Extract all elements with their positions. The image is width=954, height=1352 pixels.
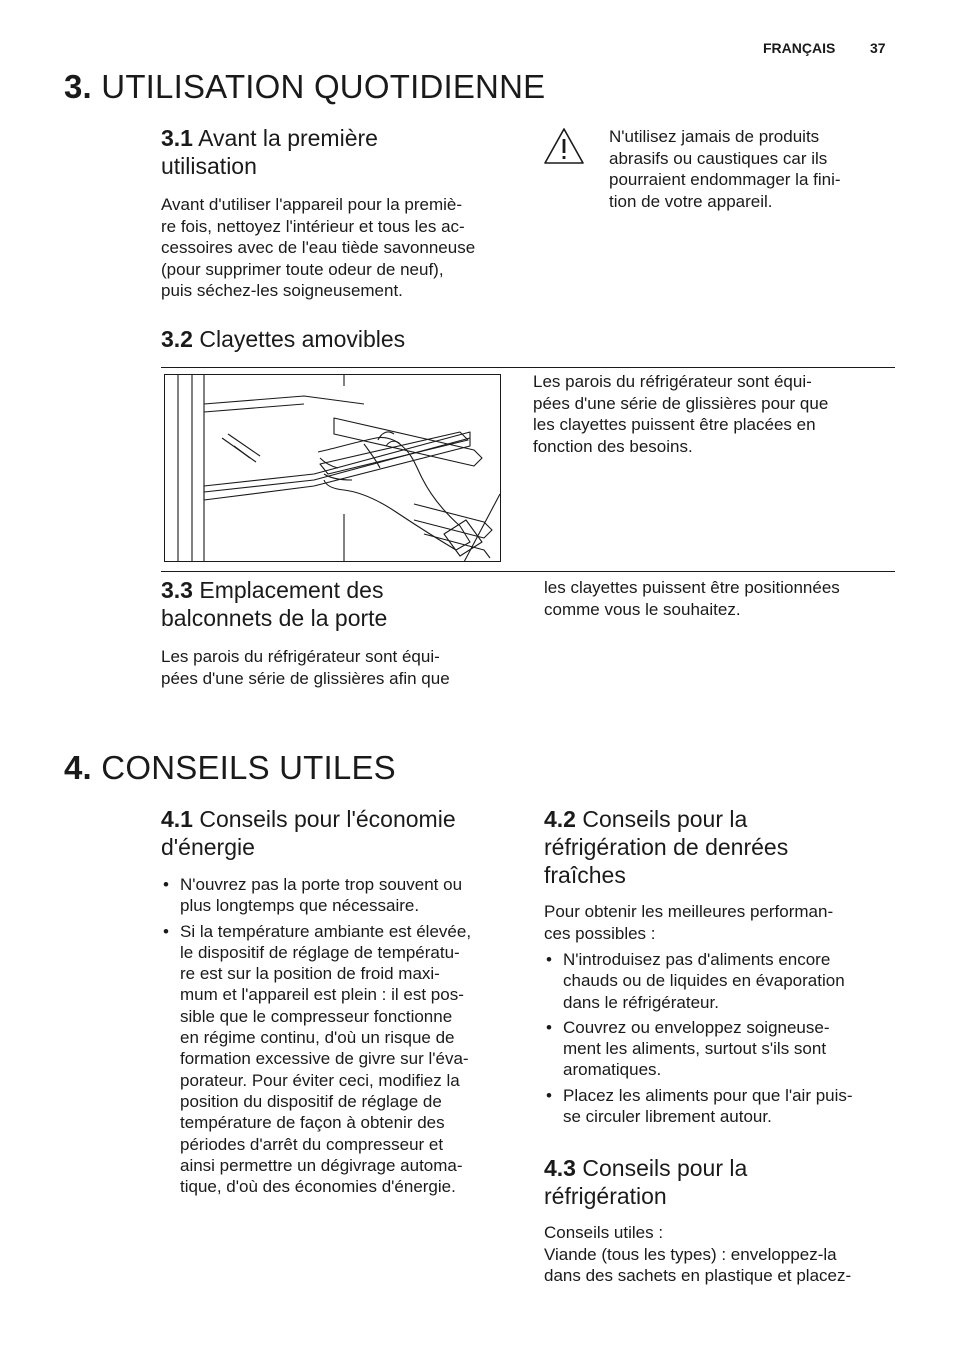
warning-triangle-icon: [543, 127, 585, 165]
energy-tips-list: [161, 874, 521, 1201]
divider: [161, 367, 895, 368]
text-line: les clayettes puissent être positionnées: [544, 578, 840, 597]
text-line: cessoires avec de l'eau tiède savonneuse: [161, 238, 476, 257]
text-line: tique, d'où des économies d'énergie.: [180, 1177, 456, 1197]
list-item: [544, 1085, 904, 1128]
subsection-title: Emplacement des balconnets de la porte: [161, 577, 388, 631]
subsection-3-1-heading: [161, 124, 461, 180]
text-line: périodes d'arrêt du compresseur et: [180, 1134, 444, 1154]
text-line: Les parois du réfrigérateur sont équi-: [533, 372, 812, 391]
subsection-3-1-text: [161, 194, 521, 302]
subsection-4-3-heading: [544, 1154, 864, 1210]
subsection-title: Clayettes amovibles: [199, 326, 406, 352]
text-line: sible que le compresseur fonctionne: [180, 1006, 453, 1026]
text-line: re fois, nettoyez l'intérieur et tous les ac-: [161, 216, 465, 236]
text-line: • Si la température ambiante est élevée,: [180, 921, 472, 941]
text-line: les clayettes puissent être placées en: [533, 415, 816, 434]
text-line: Viande (tous les types) : enveloppez-la: [544, 1244, 837, 1264]
subsection-4-2-intro: [544, 901, 904, 944]
text-line: ces possibles :: [544, 923, 656, 943]
section-title: CONSEILS UTILES: [101, 749, 396, 786]
subsection-number: 3.2: [161, 326, 193, 352]
text-line: en régime continu, d'où un risque de: [180, 1028, 455, 1048]
subsection-number: 4.1: [161, 806, 193, 832]
subsection-number: 3.1: [161, 125, 193, 151]
text-line: puis séchez-les soigneusement.: [161, 281, 403, 300]
text-line: tion de votre appareil.: [609, 191, 773, 211]
subsection-3-3-text-right: [544, 577, 904, 620]
list-item: [544, 1017, 904, 1081]
text-line: se circuler librement autour.: [563, 1107, 772, 1127]
text-line: plus longtemps que nécessaire.: [180, 896, 420, 916]
section-3-heading: [64, 68, 545, 106]
subsection-number: 3.3: [161, 577, 193, 603]
text-line: (pour supprimer toute odeur de neuf),: [161, 259, 444, 279]
text-line: ment les aliments, surtout s'ils sont: [563, 1039, 827, 1059]
subsection-3-2-heading: [161, 325, 405, 353]
section-4-heading: [64, 749, 396, 787]
subsection-number: 4.2: [544, 806, 576, 832]
section-number: 4.: [64, 749, 92, 786]
text-line: Les parois du réfrigérateur sont équi-: [161, 647, 440, 666]
text-line: comme vous le souhaitez.: [544, 599, 741, 619]
text-line: abrasifs ou caustiques car ils: [609, 148, 828, 168]
text-line: • N'introduisez pas d'aliments encore: [563, 950, 831, 969]
subsection-title: Conseils pour la réfrigération: [544, 1155, 748, 1209]
header-language: FRANÇAIS: [763, 40, 836, 56]
shelf-illustration: [164, 374, 501, 562]
text-line: pourraient endommager la fini-: [609, 170, 841, 189]
text-line: Conseils utiles :: [544, 1223, 664, 1242]
text-line: aromatiques.: [563, 1060, 662, 1080]
subsection-4-3-text: [544, 1222, 914, 1287]
list-item: [161, 874, 521, 917]
subsection-3-3-heading: [161, 576, 481, 632]
text-line: • Couvrez ou enveloppez soigneuse-: [563, 1017, 830, 1037]
list-item: [544, 949, 904, 1013]
text-line: re est sur la position de froid maxi-: [180, 964, 440, 984]
subsection-title: Conseils pour la réfrigération de denrées fraîches: [544, 806, 789, 888]
section-title: UTILISATION QUOTIDIENNE: [101, 68, 546, 105]
list-item: [161, 921, 521, 1198]
warning-text: [609, 126, 899, 212]
subsection-4-1-heading: [161, 805, 521, 861]
text-line: • Placez les aliments pour que l'air puis-: [563, 1085, 853, 1105]
text-line: Pour obtenir les meilleures performan-: [544, 902, 834, 921]
text-line: position du dispositif de réglage de: [180, 1091, 442, 1111]
text-line: mum et l'appareil est plein : il est pos-: [180, 985, 464, 1005]
text-line: dans le réfrigérateur.: [563, 992, 719, 1012]
subsection-3-2-text: [533, 371, 903, 457]
text-line: dans des sachets en plastique et placez-: [544, 1266, 852, 1285]
text-line: fonction des besoins.: [533, 436, 693, 456]
subsection-number: 4.3: [544, 1155, 576, 1181]
text-line: pées d'une série de glissières pour que: [533, 393, 829, 413]
text-line: porateur. Pour éviter ceci, modifiez la: [180, 1070, 460, 1090]
subsection-4-2-heading: [544, 805, 874, 889]
text-line: le dispositif de réglage de températu-: [180, 942, 460, 962]
text-line: N'utilisez jamais de produits: [609, 127, 820, 146]
text-line: ainsi permettre un dégivrage automa-: [180, 1155, 463, 1175]
subsection-title: Conseils pour l'économie d'énergie: [161, 806, 456, 860]
subsection-3-3-text-left: [161, 646, 521, 689]
text-line: pées d'une série de glissières afin que: [161, 668, 450, 688]
text-line: Avant d'utiliser l'appareil pour la premiè-: [161, 195, 462, 214]
divider: [161, 571, 895, 572]
text-line: formation excessive de givre sur l'éva-: [180, 1049, 469, 1069]
subsection-title: Avant la première utilisation: [161, 125, 378, 179]
text-line: chauds ou de liquides en évaporation: [563, 971, 845, 991]
page-number: 37: [870, 40, 886, 56]
fresh-food-tips-list: [544, 949, 904, 1131]
section-number: 3.: [64, 68, 92, 105]
text-line: • N'ouvrez pas la porte trop souvent ou: [180, 875, 463, 894]
text-line: température de façon à obtenir des: [180, 1113, 445, 1133]
